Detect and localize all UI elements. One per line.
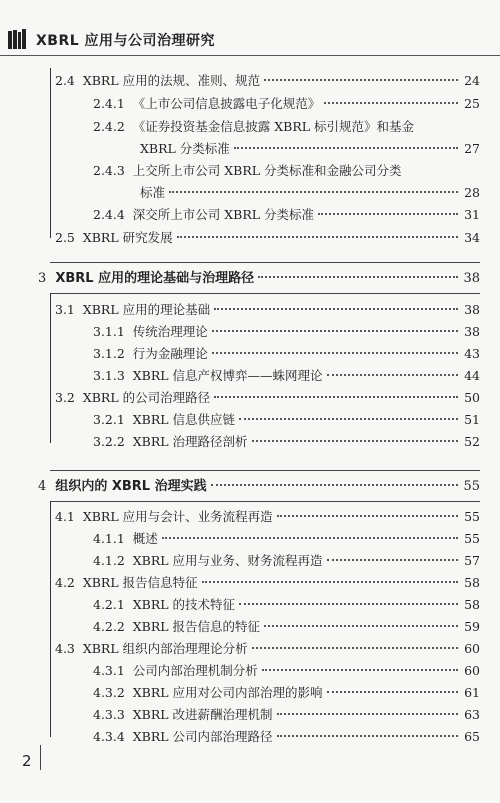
toc-entry-3-1-2[interactable]: 3.1.2 行为金融理论 43 xyxy=(93,343,480,365)
toc-entry-2-4-2-cont[interactable]: XBRL 分类标准 27 xyxy=(140,138,480,160)
toc-entry-2-4-1[interactable]: 2.4.1 《上市公司信息披露电子化规范》 25 xyxy=(93,93,480,115)
chapter-rule-bottom xyxy=(50,293,480,294)
page-number: 2 xyxy=(22,752,32,770)
toc-entry-4-3-3[interactable]: 4.3.3 XBRL 改进薪酬治理机制 63 xyxy=(93,704,480,726)
toc-entry-3-2-2[interactable]: 3.2.2 XBRL 治理路径剖析 52 xyxy=(93,431,480,453)
toc-entry-2-4[interactable]: 2.4 XBRL 应用的法规、准则、规范 24 xyxy=(55,70,480,92)
toc-entry-4-2-2[interactable]: 4.2.2 XBRL 报告信息的特征 59 xyxy=(93,616,480,638)
chapter-rule-bottom xyxy=(50,501,480,502)
toc-entry-2-4-3[interactable]: 2.4.3 上交所上市公司 XBRL 分类标准和金融公司分类 xyxy=(93,163,402,178)
toc-entry-3-2[interactable]: 3.2 XBRL 的公司治理路径 50 xyxy=(55,387,480,409)
toc-entry-3-1[interactable]: 3.1 XBRL 应用的理论基础 38 xyxy=(55,299,480,321)
toc-entry-4-3[interactable]: 4.3 XBRL 组织内部治理理论分析 60 xyxy=(55,638,480,660)
section-bracket-line xyxy=(50,68,51,238)
toc-entry-3-1-1[interactable]: 3.1.1 传统治理理论 38 xyxy=(93,321,480,343)
toc-entry-2-4-4[interactable]: 2.4.4 深交所上市公司 XBRL 分类标准 31 xyxy=(93,204,480,226)
toc-entry-4-1[interactable]: 4.1 XBRL 应用与会计、业务流程再造 55 xyxy=(55,506,480,528)
toc-entry-3-1-3[interactable]: 3.1.3 XBRL 信息产权博弈——蛛网理论 44 xyxy=(93,365,480,387)
toc-entry-4-1-2[interactable]: 4.1.2 XBRL 应用与业务、财务流程再造 57 xyxy=(93,550,480,572)
toc-entry-4-2-1[interactable]: 4.2.1 XBRL 的技术特征 58 xyxy=(93,594,480,616)
chapter-rule-top xyxy=(50,470,480,471)
toc-entry-4-3-4[interactable]: 4.3.4 XBRL 公司内部治理路径 65 xyxy=(93,726,480,748)
toc-chapter-4[interactable]: 4 组织内的 XBRL 治理实践 55 xyxy=(38,476,480,498)
toc-entry-2-5[interactable]: 2.5 XBRL 研究发展 34 xyxy=(55,227,480,249)
footer-divider xyxy=(40,745,41,770)
toc-chapter-3[interactable]: 3 XBRL 应用的理论基础与治理路径 38 xyxy=(38,268,480,290)
chapter-rule-top xyxy=(50,262,480,263)
toc-entry-4-3-2[interactable]: 4.3.2 XBRL 应用对公司内部治理的影响 61 xyxy=(93,682,480,704)
toc-entry-4-3-1[interactable]: 4.3.1 公司内部治理机制分析 60 xyxy=(93,660,480,682)
toc-entry-3-2-1[interactable]: 3.2.1 XBRL 信息供应链 51 xyxy=(93,409,480,431)
toc-entry-2-4-3-cont[interactable]: 标准 28 xyxy=(140,182,480,204)
book-title: XBRL 应用与公司治理研究 xyxy=(36,33,216,49)
toc-entry-4-2[interactable]: 4.2 XBRL 报告信息特征 58 xyxy=(55,572,480,594)
toc-entry-4-1-1[interactable]: 4.1.1 概述 55 xyxy=(93,528,480,550)
section-bracket-line xyxy=(50,293,51,443)
section-bracket-line xyxy=(50,501,51,737)
toc-entry-2-4-2[interactable]: 2.4.2 《证券投资基金信息披露 XBRL 标引规范》和基金 xyxy=(93,119,415,134)
